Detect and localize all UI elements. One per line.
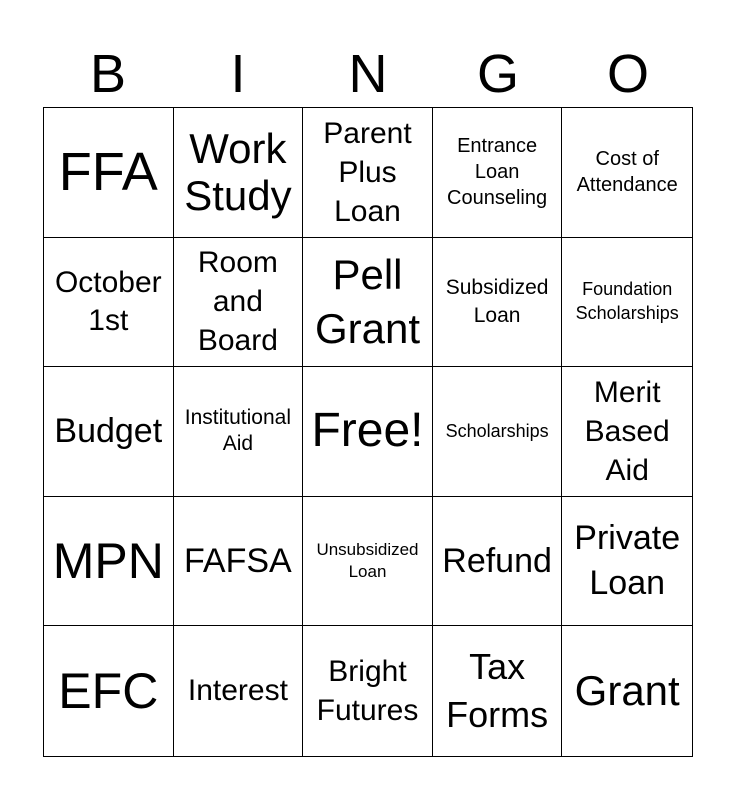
bingo-cell[interactable] [174, 497, 304, 627]
bingo-cell[interactable] [562, 367, 692, 497]
bingo-cell[interactable] [303, 497, 433, 627]
cell-text: FAFSA [184, 541, 292, 580]
bingo-free-cell[interactable] [303, 367, 433, 497]
bingo-cell[interactable] [44, 367, 174, 497]
cell-text: Foundation Scholarships [575, 278, 679, 323]
bingo-cell[interactable] [562, 108, 692, 238]
header-letter-i: I [230, 44, 246, 104]
bingo-cell[interactable] [562, 626, 692, 756]
bingo-board [43, 107, 693, 757]
bingo-cell[interactable] [433, 367, 563, 497]
cell-text: Cost of Attendance [576, 147, 678, 197]
cell-text: FFA [58, 141, 158, 202]
bingo-cell[interactable] [303, 108, 433, 238]
cell-text: Parent Plus Loan [323, 116, 412, 228]
cell-text: Refund [442, 541, 552, 580]
bingo-cell[interactable] [174, 626, 304, 756]
cell-text: MPN [52, 532, 164, 589]
cell-text: Budget [54, 412, 163, 451]
cell-text: Scholarships [445, 420, 549, 441]
cell-text: Bright Futures [316, 655, 419, 728]
bingo-cell[interactable] [562, 238, 692, 368]
cell-text: Institutional Aid [184, 405, 291, 456]
cell-text: October 1st [54, 265, 162, 337]
cell-text: Grant [574, 667, 680, 714]
bingo-cell[interactable] [433, 108, 563, 238]
cell-text: Interest [187, 674, 288, 708]
bingo-cell[interactable] [433, 626, 563, 756]
cell-text: Private Loan [574, 519, 681, 603]
cell-text: EFC [58, 662, 159, 719]
bingo-cell[interactable] [433, 238, 563, 368]
bingo-cell[interactable] [44, 238, 174, 368]
bingo-cell[interactable] [174, 108, 304, 238]
bingo-cell[interactable] [44, 497, 174, 627]
bingo-cell[interactable] [303, 238, 433, 368]
cell-text: Unsubsidized Loan [316, 540, 419, 582]
bingo-cell[interactable] [44, 626, 174, 756]
header-letter-g: G [476, 44, 519, 104]
cell-text: Subsidized Loan [445, 275, 549, 327]
bingo-header [43, 40, 693, 108]
bingo-cell[interactable] [562, 497, 692, 627]
bingo-cell[interactable] [433, 497, 563, 627]
header-letter-b: B [89, 44, 127, 104]
header-letter-o: O [606, 44, 649, 104]
cell-text: Entrance Loan Counseling [447, 134, 548, 210]
header-letter-n: N [348, 44, 388, 104]
cell-text: Free! [311, 404, 424, 458]
bingo-cell[interactable] [174, 238, 304, 368]
cell-text: Work Study [184, 125, 292, 220]
bingo-cell[interactable] [44, 108, 174, 238]
cell-text: Pell Grant [314, 251, 421, 352]
cell-text: Tax Forms [446, 645, 549, 736]
cell-text: Merit Based Aid [584, 375, 670, 487]
bingo-cell[interactable] [174, 367, 304, 497]
bingo-cell[interactable] [303, 626, 433, 756]
cell-text: Room and Board [197, 246, 278, 358]
